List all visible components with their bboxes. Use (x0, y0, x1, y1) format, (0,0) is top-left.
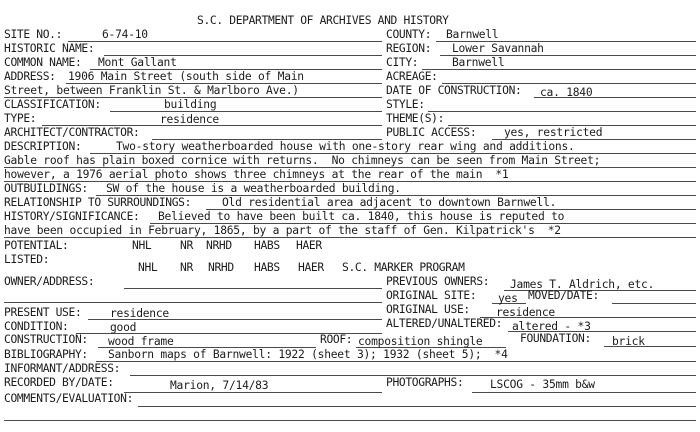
listed-habs: HABS (254, 261, 280, 274)
region-value: Lower Savannah (452, 42, 544, 55)
roof-value: composition shingle (358, 335, 483, 348)
bibliography-label: BIBLIOGRAPHY: (4, 348, 88, 361)
original-use-value: residence (496, 306, 555, 319)
photographs-value: LSCOG - 35mm b&w (490, 378, 595, 391)
public-access-value: yes, restricted (504, 126, 603, 139)
listed-nhl: NHL (138, 261, 158, 274)
moved-date-line (612, 303, 696, 304)
potential-label: POTENTIAL: (4, 239, 69, 252)
acreage-label: ACREAGE: (386, 70, 438, 83)
relationship-label: RELATIONSHIP TO SURROUNDINGS: (4, 196, 192, 209)
construction-label: CONSTRUCTION: (4, 333, 88, 346)
public-access-label: PUBLIC ACCESS: (386, 126, 477, 139)
altered-label: ALTERED/UNALTERED: (386, 317, 503, 330)
type-label: TYPE: (4, 112, 37, 125)
potential-haer: HAER (296, 239, 322, 252)
county-value: Barnwell (446, 28, 499, 41)
classification-label: CLASSIFICATION: (4, 98, 101, 111)
history-label: HISTORY/SIGNIFICANCE: (4, 210, 140, 223)
region-label: REGION: (386, 42, 432, 55)
address-value-line1: 1906 Main Street (south side of Main (68, 70, 304, 83)
common-name-value: Mont Gallant (98, 56, 177, 69)
city-line (422, 69, 696, 70)
construction-value: wood frame (108, 335, 174, 348)
architect-label: ARCHITECT/CONTRACTOR: (4, 126, 140, 139)
original-use-label: ORIGINAL USE: (386, 303, 470, 316)
relationship-value: Old residential area adjacent to downtown Barnwell. (222, 196, 557, 209)
condition-value: good (110, 321, 137, 334)
recorded-value: Marion, 7/14/83 (170, 379, 269, 392)
photographs-label: PHOTOGRAPHS: (386, 376, 464, 389)
altered-value: altered - *3 (512, 320, 591, 333)
address-value-line2: Street, between Franklin St. & Marlboro Ave.) (4, 84, 299, 97)
moved-date-label: MOVED/DATE: (528, 289, 599, 302)
comments-line-2 (4, 420, 696, 421)
listed-label: LISTED: (4, 253, 50, 266)
owner-address-label: OWNER/ADDRESS: (4, 275, 95, 288)
county-label: COUNTY: (386, 28, 432, 41)
bibliography-line (96, 361, 696, 362)
foundation-label: FOUNDATION: (520, 332, 591, 345)
listed-nrhd: NRHD (208, 261, 234, 274)
site-no-line (68, 41, 382, 42)
previous-owners-value: James T. Aldrich, etc. (510, 278, 655, 291)
owner-address-line-2 (4, 302, 382, 303)
classification-value: building (164, 98, 217, 111)
comments-line (138, 406, 696, 407)
city-label: CITY: (386, 56, 419, 69)
date-construction-value: ca. 1840 (540, 86, 593, 99)
style-line (428, 111, 696, 112)
description-label: DESCRIPTION: (4, 140, 82, 153)
original-site-label: ORIGINAL SITE: (386, 289, 477, 302)
description-value-line1: Two-story weatherboarded house with one-story rear wing and additions. (116, 140, 575, 153)
themes-label: THEME(S): (386, 112, 445, 125)
previous-owners-label: PREVIOUS OWNERS: (386, 275, 490, 288)
informant-label: INFORMANT/ADDRESS: (4, 362, 121, 375)
bibliography-value: Sanborn maps of Barnwell: 1922 (sheet 3); 1932 (sheet 5); *4 (108, 348, 508, 361)
type-value: residence (160, 113, 219, 126)
photographs-line (472, 392, 696, 393)
original-site-value: yes (498, 292, 518, 305)
city-value: Barnwell (452, 56, 505, 69)
potential-habs: HABS (254, 239, 280, 252)
present-use-value: residence (110, 307, 169, 320)
listed-nr: NR (180, 261, 193, 274)
description-value-line2: Gable roof has plain boxed cornice with returns. No chimneys can be seen from Main Street; (4, 154, 601, 167)
date-construction-label: DATE OF CONSTRUCTION: (386, 84, 522, 97)
outbuildings-label: OUTBUILDINGS: (4, 182, 88, 195)
site-no-value: 6-74-10 (102, 28, 148, 41)
potential-nrhd: NRHD (206, 239, 232, 252)
historic-name-label: HISTORIC NAME: (4, 42, 95, 55)
recorded-line (124, 392, 382, 393)
history-value-line1: Believed to have been built ca. 1840, this house is reputed to (158, 210, 565, 223)
style-label: STYLE: (386, 98, 425, 111)
recorded-label: RECORDED BY/DATE: (4, 376, 114, 389)
potential-nr: NR (180, 239, 193, 252)
foundation-value: brick (612, 335, 645, 348)
marker-program-label: S.C. MARKER PROGRAM (342, 261, 465, 274)
history-line-2 (4, 237, 696, 238)
listed-haer: HAER (298, 261, 324, 274)
owner-address-line (124, 288, 382, 289)
site-no-label: SITE NO.: (4, 28, 63, 41)
potential-nhl: NHL (132, 239, 152, 252)
common-name-label: COMMON NAME: (4, 56, 82, 69)
form-header: S.C. DEPARTMENT OF ARCHIVES AND HISTORY (197, 14, 449, 27)
present-use-label: PRESENT USE: (4, 306, 82, 319)
classification-line (110, 111, 382, 112)
outbuildings-value: SW of the house is a weatherboarded building. (106, 182, 401, 195)
description-value-line3: however, a 1976 aerial photo shows three chimneys at the rear of the main *1 (4, 168, 509, 181)
history-value-line2: have been occupied in February, 1865, by a part of the staff of Gen. Kilpatrick's *2 (4, 224, 561, 237)
roof-label: ROOF: (320, 333, 353, 346)
address-label: ADDRESS: (4, 70, 56, 83)
condition-label: CONDITION: (4, 320, 69, 333)
comments-label: COMMENTS/EVALUATION: (4, 392, 134, 405)
